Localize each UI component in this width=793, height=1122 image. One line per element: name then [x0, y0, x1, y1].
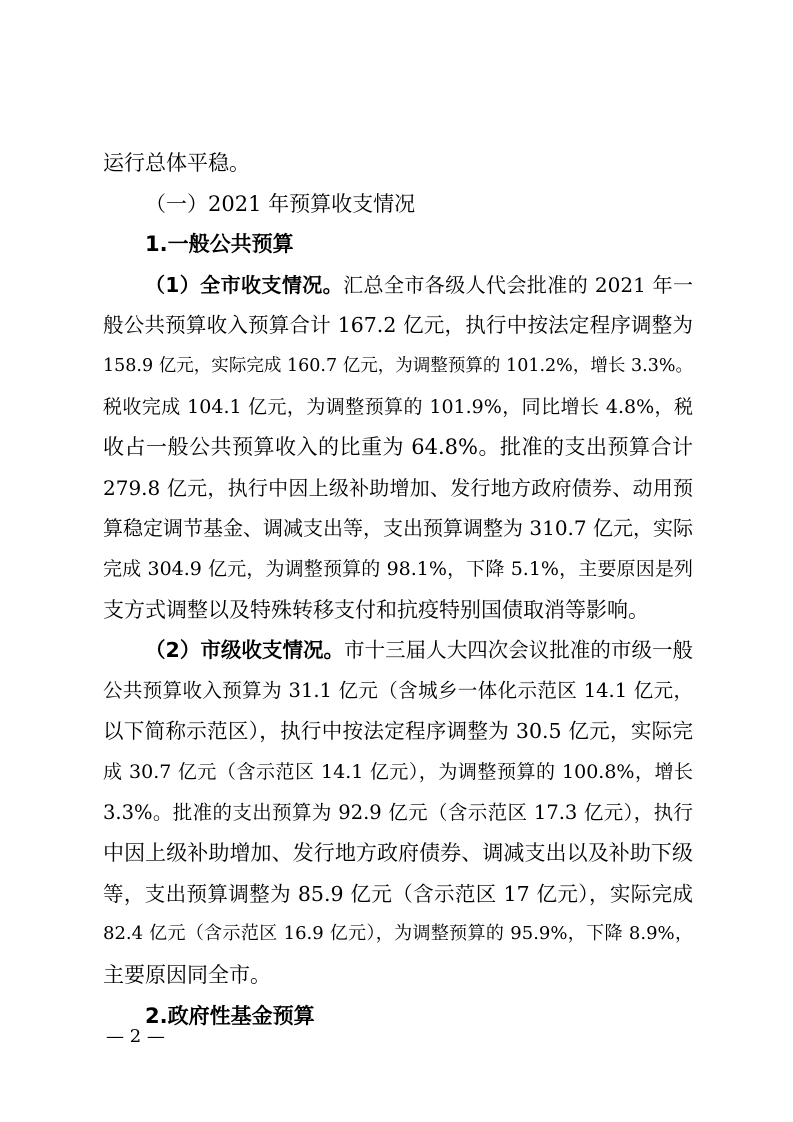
section-heading: （一）2021 年预算收支情况: [145, 192, 416, 216]
paragraph-text: 市十三届人大四次会议批准的市级一般: [344, 638, 693, 662]
paragraph-line: 等，支出预算调整为 85.9 亿元（含示范区 17 亿元），实际完成: [103, 882, 693, 906]
paragraph-text: 汇总全市各级人代会批准的 2021 年一: [343, 273, 693, 297]
paragraph-line: 支方式调整以及特殊转移支付和抗疫特别国债取消等影响。: [103, 598, 649, 622]
paragraph-line: 279.8 亿元，执行中因上级补助增加、发行地方政府债券、动用预: [103, 476, 693, 500]
paragraph-lead: （1）全市收支情况。: [145, 273, 344, 297]
paragraph-line: 主要原因同全市。: [103, 963, 271, 987]
paragraph-line: 82.4 亿元（含示范区 16.9 亿元），为调整预算的 95.9%，下降 8.9%，: [103, 923, 693, 944]
paragraph-lead: （2）市级收支情况。: [145, 638, 345, 662]
paragraph-line: 收占一般公共预算收入的比重为 64.8%。批准的支出预算合计: [103, 435, 693, 459]
paragraph-line: 158.9 亿元，实际完成 160.7 亿元，为调整预算的 101.2%，增长 3.3%。: [103, 356, 693, 376]
paragraph-line: 以下简称示范区），执行中按法定程序调整为 30.5 亿元，实际完: [103, 719, 693, 743]
paragraph-line: 中因上级补助增加、发行地方政府债券、调减支出以及补助下级: [103, 841, 693, 865]
paragraph-line: 算稳定调节基金、调减支出等，支出预算调整为 310.7 亿元，实际: [103, 516, 693, 540]
paragraph-line: [145, 265, 693, 305]
paragraph-line: 成 30.7 亿元（含示范区 14.1 亿元），为调整预算的 100.8%，增长: [103, 761, 693, 783]
paragraph-line: 完成 304.9 亿元，为调整预算的 98.1%，下降 5.1%，主要原因是列: [103, 558, 693, 580]
paragraph-line: 公共预算收入预算为 31.1 亿元（含城乡一体化示范区 14.1 亿元，: [103, 679, 693, 702]
paragraph-line: 运行总体平稳。: [103, 151, 250, 175]
subsection-heading: 2.政府性基金预算: [145, 1004, 315, 1028]
page-number: — 2 —: [106, 1026, 165, 1047]
paragraph-line: [145, 630, 693, 670]
paragraph-line: 般公共预算收入预算合计 167.2 亿元，执行中按法定程序调整为: [103, 313, 693, 337]
subsection-heading: 1.一般公共预算: [145, 232, 294, 256]
paragraph-line: 3.3%。批准的支出预算为 92.9 亿元（含示范区 17.3 亿元），执行: [103, 801, 693, 824]
paragraph-line: 税收完成 104.1 亿元，为调整预算的 101.9%，同比增长 4.8%，税: [103, 396, 693, 418]
